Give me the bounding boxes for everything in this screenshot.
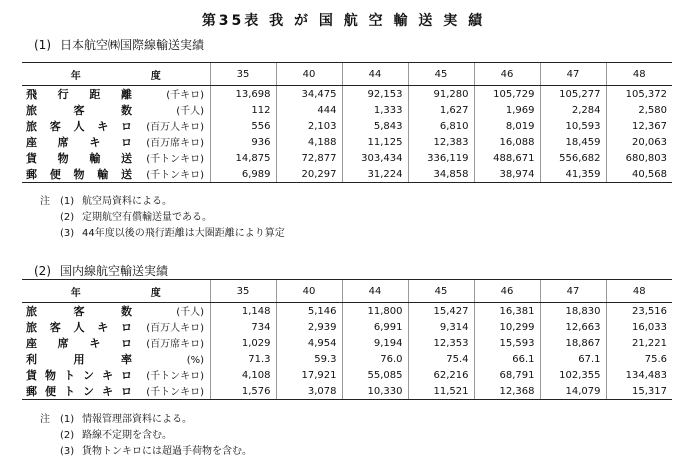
row-unit: (百万人キロ) (146, 122, 204, 133)
table-cell: 11,125 (342, 134, 408, 150)
note-line (40, 428, 252, 444)
table-row (22, 102, 672, 118)
note-text: 航空局資料による。 (82, 196, 172, 207)
note-line (40, 194, 285, 210)
row-unit: (千トンキロ) (146, 154, 204, 165)
table-cell: 20,063 (606, 134, 672, 150)
table-cell: 18,830 (540, 303, 606, 320)
table-cell: 2,103 (276, 118, 342, 134)
table-row (22, 134, 672, 150)
table-cell: 105,277 (540, 86, 606, 103)
table-cell: 1,029 (210, 335, 276, 351)
table-cell: 12,663 (540, 319, 606, 335)
page-title: 第35表 我 が 国 航 空 輸 送 実 績 (201, 13, 486, 29)
table-cell: 41,359 (540, 166, 606, 183)
header-year-label (22, 280, 210, 303)
note-number: (2) (60, 212, 75, 223)
table-cell: 40,568 (606, 166, 672, 183)
note-text: 定期航空有償輸送量である。 (82, 212, 212, 223)
table-cell: 556,682 (540, 150, 606, 166)
header-year-label (22, 63, 210, 86)
table-cell: 5,843 (342, 118, 408, 134)
table-row (22, 367, 672, 383)
table-cell: 68,791 (474, 367, 540, 383)
note-text: 貨物トンキロには超過手荷物を含む。 (82, 446, 252, 457)
table-cell: 11,521 (408, 383, 474, 400)
table-row (22, 335, 672, 351)
table-cell: 34,858 (408, 166, 474, 183)
header-year: 45 (408, 63, 474, 86)
table-cell: 31,224 (342, 166, 408, 183)
table-cell: 488,671 (474, 150, 540, 166)
table-cell: 3,078 (276, 383, 342, 400)
note-number: (1) (60, 414, 75, 425)
note-text: 情報管理部資料による。 (82, 414, 192, 425)
row-label (22, 367, 210, 383)
table-cell: 92,153 (342, 86, 408, 103)
table-cell: 10,593 (540, 118, 606, 134)
table-row (22, 383, 672, 400)
row-label (22, 102, 210, 118)
header-year: 47 (540, 280, 606, 303)
section2-title (34, 262, 168, 279)
header-year: 48 (606, 280, 672, 303)
table-cell: 1,576 (210, 383, 276, 400)
table-cell: 20,297 (276, 166, 342, 183)
row-label (22, 335, 210, 351)
row-unit: (千トンキロ) (146, 387, 204, 398)
table-row (22, 150, 672, 166)
header-label-left: 年 (70, 70, 81, 82)
table-cell: 4,954 (276, 335, 342, 351)
section2-number: (2) (34, 264, 51, 278)
row-name: 座席キロ (26, 337, 134, 350)
row-unit: (千トンキロ) (146, 371, 204, 382)
row-label (22, 351, 210, 367)
table-cell: 18,867 (540, 335, 606, 351)
table-cell: 2,580 (606, 102, 672, 118)
table-cell: 13,698 (210, 86, 276, 103)
table-cell: 105,729 (474, 86, 540, 103)
table-cell: 105,372 (606, 86, 672, 103)
table-cell: 12,367 (606, 118, 672, 134)
table-cell: 16,381 (474, 303, 540, 320)
table-cell: 2,284 (540, 102, 606, 118)
row-label (22, 118, 210, 134)
header-year: 44 (342, 280, 408, 303)
table-cell: 1,969 (474, 102, 540, 118)
header-year: 45 (408, 280, 474, 303)
header-year: 40 (276, 280, 342, 303)
table-cell: 23,516 (606, 303, 672, 320)
note-line (40, 210, 285, 226)
table-cell: 134,483 (606, 367, 672, 383)
row-name: 郵便物輸送 (26, 168, 134, 181)
table-cell: 6,991 (342, 319, 408, 335)
table-cell: 14,875 (210, 150, 276, 166)
note-number: (3) (60, 446, 75, 457)
section1-title-text: 日本航空㈱国際線輸送実績 (60, 38, 205, 52)
table-header-row (22, 63, 672, 86)
table-cell: 76.0 (342, 351, 408, 367)
header-year: 48 (606, 63, 672, 86)
row-label (22, 319, 210, 335)
table-cell: 66.1 (474, 351, 540, 367)
table-cell: 67.1 (540, 351, 606, 367)
section2-title-text: 国内線航空輸送実績 (60, 264, 169, 278)
row-unit: (千トンキロ) (146, 170, 204, 181)
table-cell: 62,216 (408, 367, 474, 383)
note-mark: 注 (40, 414, 50, 425)
table-cell: 556 (210, 118, 276, 134)
row-unit: (百万席キロ) (146, 339, 204, 350)
table-row (22, 166, 672, 183)
domestic-table (22, 279, 672, 400)
note-line (40, 412, 252, 428)
table-cell: 15,427 (408, 303, 474, 320)
table-cell: 734 (210, 319, 276, 335)
row-name: 旅客数 (26, 104, 134, 117)
table-cell: 71.3 (210, 351, 276, 367)
row-unit: (千人) (176, 106, 204, 117)
row-name: 郵便トンキロ (26, 385, 134, 398)
table-cell: 15,593 (474, 335, 540, 351)
table-cell: 72,877 (276, 150, 342, 166)
table-cell: 38,974 (474, 166, 540, 183)
table-cell: 16,033 (606, 319, 672, 335)
header-label-left: 年 (70, 287, 81, 299)
header-year: 40 (276, 63, 342, 86)
row-name: 座席キロ (26, 136, 134, 149)
section1-title (34, 36, 204, 53)
row-unit: (千キロ) (166, 90, 204, 101)
row-name: 利用率 (26, 353, 134, 366)
table-cell: 12,353 (408, 335, 474, 351)
table-row (22, 118, 672, 134)
table-cell: 9,314 (408, 319, 474, 335)
row-unit: (百万席キロ) (146, 138, 204, 149)
note-text: 44年度以後の飛行距離は大圏距離により算定 (82, 228, 285, 239)
section1-notes (40, 194, 285, 242)
table-cell: 680,803 (606, 150, 672, 166)
table-cell: 336,119 (408, 150, 474, 166)
table-cell: 11,800 (342, 303, 408, 320)
table-cell: 5,146 (276, 303, 342, 320)
header-year: 44 (342, 63, 408, 86)
table-cell: 102,355 (540, 367, 606, 383)
table-cell: 75.6 (606, 351, 672, 367)
table-cell: 59.3 (276, 351, 342, 367)
table-cell: 34,475 (276, 86, 342, 103)
row-name: 飛行距離 (26, 88, 134, 101)
table-cell: 10,330 (342, 383, 408, 400)
row-label (22, 166, 210, 183)
section1-number: (1) (34, 38, 51, 52)
row-label (22, 303, 210, 320)
table-cell: 12,368 (474, 383, 540, 400)
row-name: 貨物輸送 (26, 152, 134, 165)
table-row (22, 351, 672, 367)
table-cell: 1,627 (408, 102, 474, 118)
table-cell: 1,333 (342, 102, 408, 118)
header-year: 46 (474, 280, 540, 303)
note-number: (3) (60, 228, 75, 239)
note-number: (2) (60, 430, 75, 441)
table-cell: 18,459 (540, 134, 606, 150)
row-name: 旅客人キロ (26, 120, 134, 133)
table-cell: 4,188 (276, 134, 342, 150)
header-year: 35 (210, 63, 276, 86)
header-label-right: 度 (150, 287, 161, 299)
header-label-right: 度 (150, 70, 161, 82)
table-cell: 303,434 (342, 150, 408, 166)
table-row (22, 319, 672, 335)
table-cell: 10,299 (474, 319, 540, 335)
table-row (22, 303, 672, 320)
table-cell: 1,148 (210, 303, 276, 320)
row-unit: (百万人キロ) (146, 323, 204, 334)
note-mark: 注 (40, 196, 50, 207)
table-cell: 14,079 (540, 383, 606, 400)
table-cell: 91,280 (408, 86, 474, 103)
table-cell: 2,939 (276, 319, 342, 335)
row-unit: (千人) (176, 307, 204, 318)
table-cell: 8,019 (474, 118, 540, 134)
table-header-row (22, 280, 672, 303)
table-cell: 112 (210, 102, 276, 118)
table-cell: 12,383 (408, 134, 474, 150)
row-name: 貨物トンキロ (26, 369, 134, 382)
row-label (22, 150, 210, 166)
note-number: (1) (60, 196, 75, 207)
table-row (22, 86, 672, 103)
table-cell: 6,989 (210, 166, 276, 183)
table-cell: 17,921 (276, 367, 342, 383)
section2-notes (40, 412, 252, 460)
row-unit: (%) (186, 355, 204, 366)
table-cell: 15,317 (606, 383, 672, 400)
table-cell: 16,088 (474, 134, 540, 150)
row-label (22, 86, 210, 103)
table-cell: 6,810 (408, 118, 474, 134)
row-name: 旅客人キロ (26, 321, 134, 334)
note-line (40, 444, 252, 460)
table-cell: 9,194 (342, 335, 408, 351)
table-cell: 444 (276, 102, 342, 118)
row-label (22, 383, 210, 400)
header-year: 46 (474, 63, 540, 86)
table-cell: 936 (210, 134, 276, 150)
table-cell: 75.4 (408, 351, 474, 367)
international-table (22, 62, 672, 183)
table-cell: 4,108 (210, 367, 276, 383)
table-cell: 21,221 (606, 335, 672, 351)
table-cell: 55,085 (342, 367, 408, 383)
row-name: 旅客数 (26, 305, 134, 318)
header-year: 47 (540, 63, 606, 86)
header-year: 35 (210, 280, 276, 303)
note-line (40, 226, 285, 242)
row-label (22, 134, 210, 150)
note-text: 路線不定期を含む。 (82, 430, 172, 441)
